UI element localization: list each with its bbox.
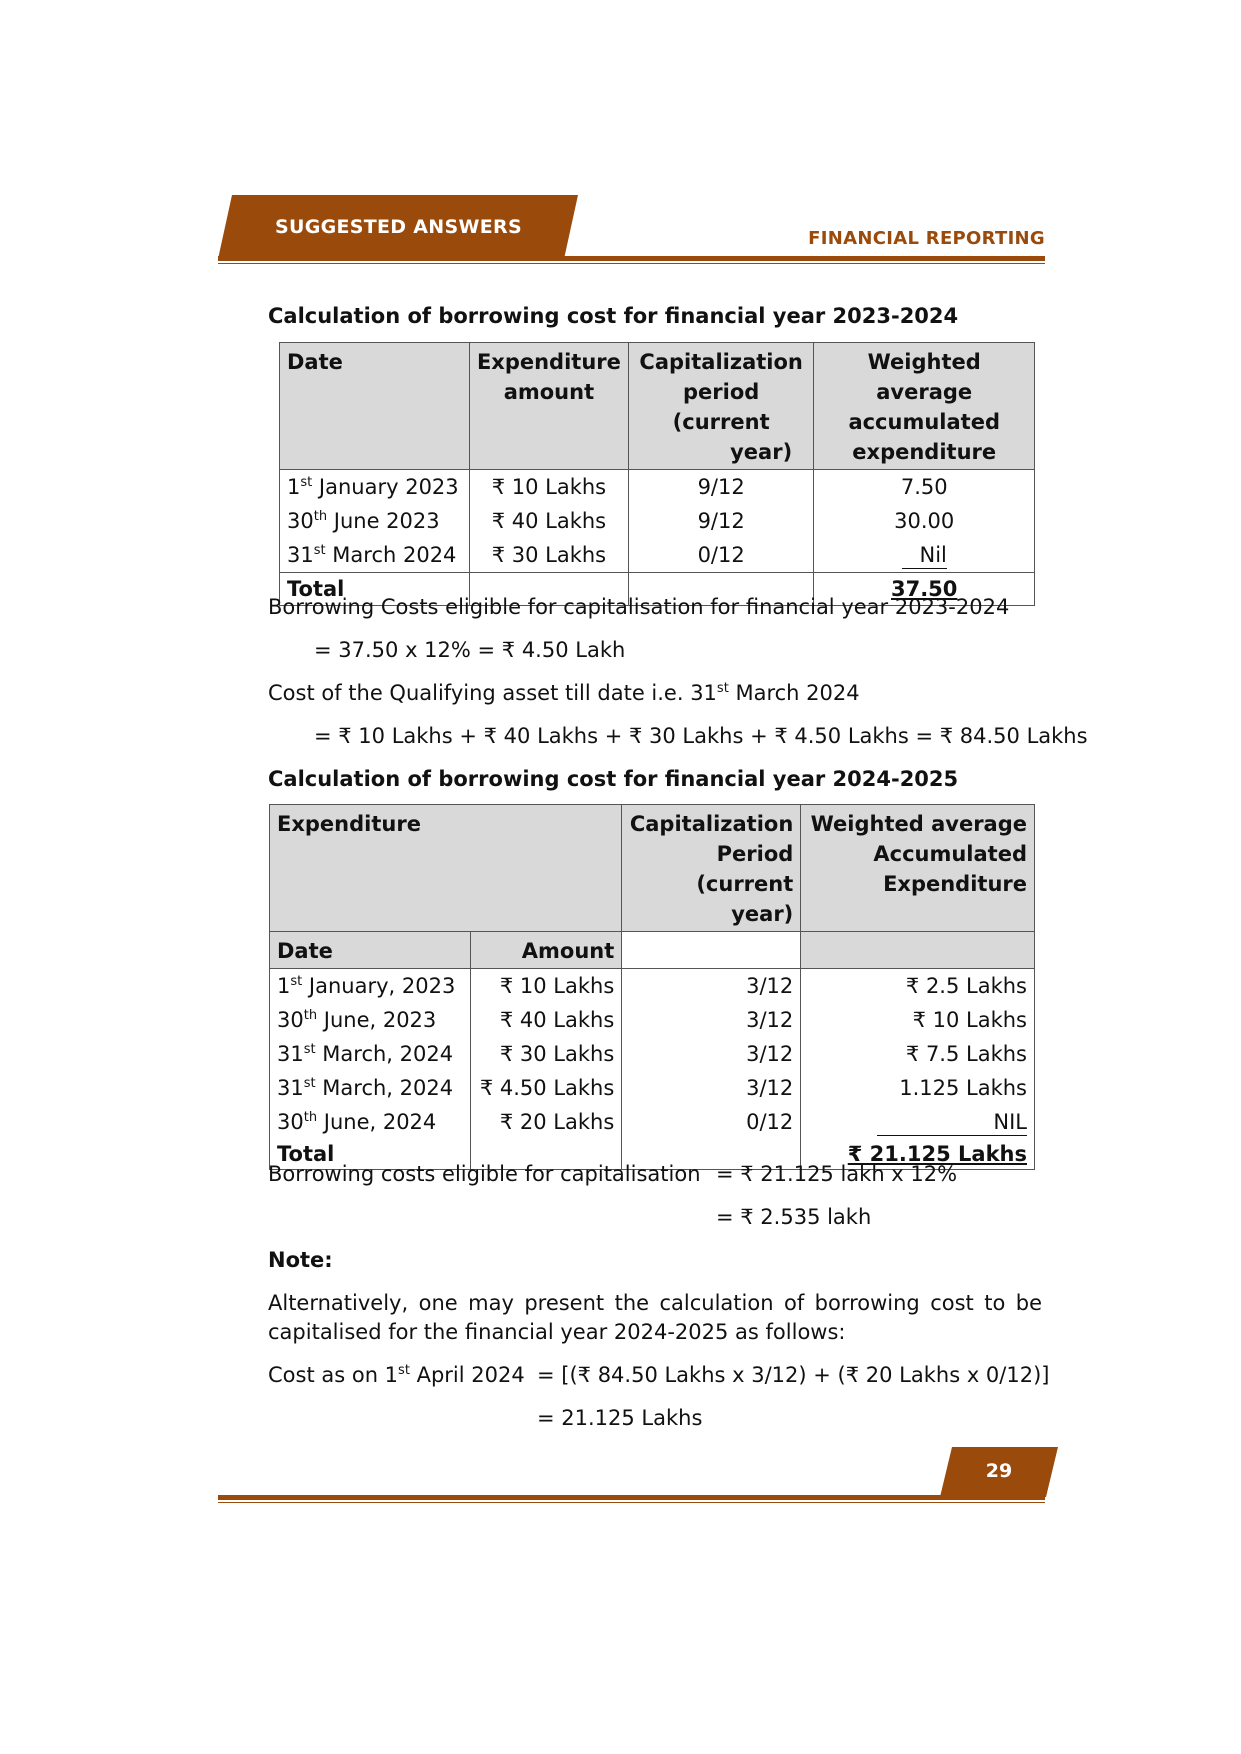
header-rule-thin <box>218 263 1045 264</box>
cost-as-on-eq1: = [(₹ 84.50 Lakhs x 3/12) + (₹ 20 Lakhs x 0/12)] <box>537 1363 1050 1387</box>
table1-header-row <box>280 343 1035 470</box>
table1-header-date: Date <box>280 343 470 470</box>
section2-heading: Calculation of borrowing cost for financial year 2024-2025 <box>268 767 959 791</box>
period-cell: 3/12 <box>622 1037 801 1071</box>
qualifying-asset-line: Cost of the Qualifying asset till date i.e. 31st March 2024 <box>268 681 860 705</box>
footer-rule <box>218 1495 1045 1500</box>
wae-cell: 7.50 <box>814 470 1035 505</box>
amount-cell: ₹ 30 Lakhs <box>469 538 628 573</box>
cost-as-on-label: Cost as on 1st April 2024 <box>268 1363 525 1387</box>
period-cell: 9/12 <box>628 504 814 538</box>
amount-cell: ₹ 20 Lakhs <box>470 1105 622 1139</box>
note-paragraph-line1: Alternatively, one may present the calculation of borrowing cost to be <box>268 1291 1042 1315</box>
date-cell: 30th June, 2023 <box>270 1003 471 1037</box>
date-cell: 1st January 2023 <box>280 470 470 505</box>
wae-nil-value: NIL <box>877 1109 1027 1136</box>
date-cell: 1st January, 2023 <box>270 969 471 1004</box>
period-cell: 3/12 <box>622 1071 801 1105</box>
note-heading: Note: <box>268 1248 333 1272</box>
table2-header-amount: Amount <box>470 932 622 969</box>
borrowing-costs-calc: = 37.50 x 12% = ₹ 4.50 Lakh <box>314 638 626 662</box>
date-cell: 31st March, 2024 <box>270 1071 471 1105</box>
date-cell: 31st March, 2024 <box>270 1037 471 1071</box>
note-paragraph-line2: capitalised for the financial year 2024-2025 as follows: <box>268 1320 846 1344</box>
section1-heading: Calculation of borrowing cost for financial year 2023-2024 <box>268 304 959 328</box>
table2-header-row <box>270 805 1035 932</box>
wae-cell: ₹ 7.5 Lakhs <box>801 1037 1035 1071</box>
period-cell: 9/12 <box>628 470 814 505</box>
table-2023-2024 <box>279 342 1035 606</box>
amount-cell: ₹ 10 Lakhs <box>470 969 622 1004</box>
table2-subheader-row <box>270 932 1035 969</box>
eligible-costs-label: Borrowing costs eligible for capitalisation <box>268 1162 701 1186</box>
borrowing-costs-line: Borrowing Costs eligible for capitalisation for financial year 2023-2024 <box>268 595 1010 619</box>
amount-cell: ₹ 10 Lakhs <box>469 470 628 505</box>
table2-header-wae: Weighted average Accumulated Expenditure <box>801 805 1035 932</box>
wae-cell: 30.00 <box>814 504 1035 538</box>
amount-cell: ₹ 4.50 Lakhs <box>470 1071 622 1105</box>
wae-cell <box>814 538 1035 573</box>
table-2024-2025 <box>269 804 1035 1170</box>
date-cell: 31st March 2024 <box>280 538 470 573</box>
wae-cell: 1.125 Lakhs <box>801 1071 1035 1105</box>
cost-as-on-eq2: = 21.125 Lakhs <box>537 1406 703 1430</box>
header-rule <box>218 256 1045 261</box>
table-row <box>280 504 1035 538</box>
table1-header-wae: Weighted average accumulated expenditure <box>814 343 1035 470</box>
period-cell: 0/12 <box>622 1105 801 1139</box>
table-row <box>280 538 1035 573</box>
period-cell: 0/12 <box>628 538 814 573</box>
wae-cell: ₹ 10 Lakhs <box>801 1003 1035 1037</box>
wae-nil-value: Nil <box>902 542 947 569</box>
table-row <box>270 969 1035 1004</box>
empty-cell <box>622 932 801 969</box>
eligible-costs-eq2: = ₹ 2.535 lakh <box>716 1205 872 1229</box>
table-row <box>270 1105 1035 1139</box>
date-cell: 30th June 2023 <box>280 504 470 538</box>
total-label: Total <box>280 573 470 606</box>
table-row <box>280 470 1035 505</box>
amount-cell: ₹ 30 Lakhs <box>470 1037 622 1071</box>
header-left-label: SUGGESTED ANSWERS <box>275 216 522 238</box>
total-label: Total <box>270 1139 471 1170</box>
table-row <box>270 1003 1035 1037</box>
date-cell: 30th June, 2024 <box>270 1105 471 1139</box>
table2-header-date: Date <box>270 932 471 969</box>
wae-cell: ₹ 2.5 Lakhs <box>801 969 1035 1004</box>
qualifying-asset-calc: = ₹ 10 Lakhs + ₹ 40 Lakhs + ₹ 30 Lakhs + ₹ 4.50 Lakhs = ₹ 84.50 Lakhs <box>314 724 1088 748</box>
page-number: 29 <box>985 1460 1013 1482</box>
table-row <box>270 1071 1035 1105</box>
table1-header-amount: Expenditure amount <box>469 343 628 470</box>
table2-header-period: Capitalization Period (current year) <box>622 805 801 932</box>
period-cell: 3/12 <box>622 1003 801 1037</box>
header-right-label: FINANCIAL REPORTING <box>808 228 1045 249</box>
amount-cell: ₹ 40 Lakhs <box>470 1003 622 1037</box>
total-value-text: 37.50 <box>890 577 958 601</box>
empty-cell <box>801 932 1035 969</box>
table-row <box>270 1037 1035 1071</box>
wae-cell <box>801 1105 1035 1139</box>
table1-header-period: Capitalization period (current year) <box>628 343 814 470</box>
eligible-costs-eq1: = ₹ 21.125 lakh x 12% <box>716 1162 958 1186</box>
amount-cell: ₹ 40 Lakhs <box>469 504 628 538</box>
footer-rule-thin <box>218 1502 1045 1503</box>
table2-header-expenditure: Expenditure <box>270 805 622 932</box>
period-cell: 3/12 <box>622 969 801 1004</box>
total-value-text: ₹ 21.125 Lakhs <box>847 1142 1027 1166</box>
